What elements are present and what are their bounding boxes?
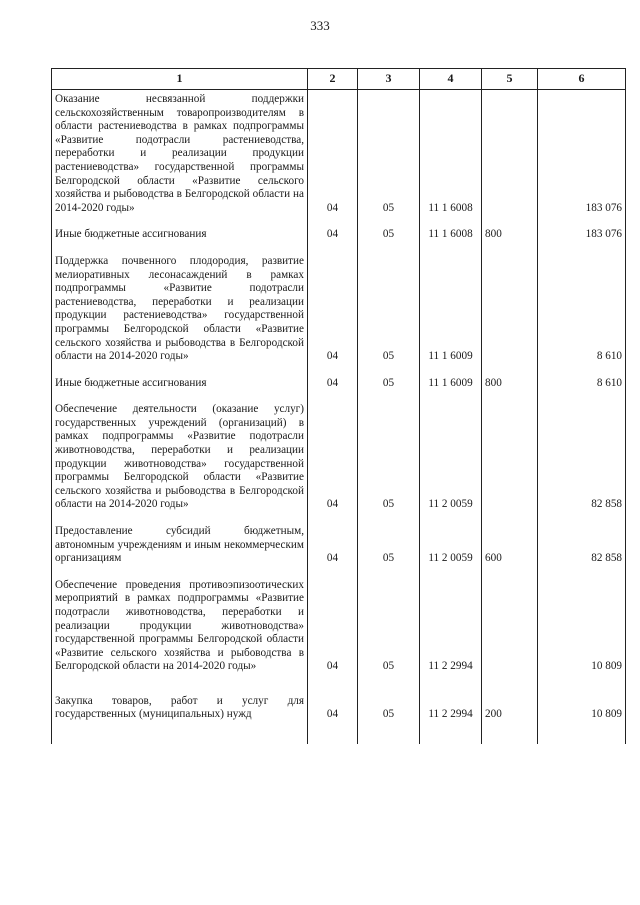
- row-pr: 05: [358, 400, 420, 514]
- row-csr: 11 1 6009: [420, 374, 482, 393]
- row-vr: 600: [482, 522, 538, 568]
- row-vr: 800: [482, 374, 538, 393]
- table-row: [52, 522, 626, 568]
- row-rz: 04: [308, 225, 358, 244]
- row-description: Иные бюджетные ассигнования: [52, 374, 308, 393]
- row-description: Предоставление субсидий бюджетным, автономным учреждениям и иным некоммерческим организациям: [52, 522, 308, 568]
- row-csr: 11 1 6008: [420, 90, 482, 218]
- row-pr: 05: [358, 374, 420, 393]
- table-row: [52, 225, 626, 244]
- page-number: 333: [310, 18, 330, 33]
- table-row: [52, 684, 626, 724]
- row-amount: 82 858: [538, 522, 626, 568]
- row-pr: 05: [358, 252, 420, 366]
- column-header-5: 5: [482, 69, 538, 90]
- row-amount: 10 809: [538, 576, 626, 676]
- row-vr: [482, 400, 538, 514]
- column-header-3: 3: [358, 69, 420, 90]
- row-pr: 05: [358, 684, 420, 724]
- row-description: Обеспечение проведения противоэпизоотических мероприятий в рамках подпрограммы «Развитие подотрасли животноводства, переработки и реализации продукции животноводства» государственной программы Белгородской области «Развитие сельского хозяйства и рыбоводства в Белгородской области на 2014-2020 годы»: [52, 576, 308, 676]
- row-rz: 04: [308, 576, 358, 676]
- row-amount: 183 076: [538, 225, 626, 244]
- row-vr: 200: [482, 684, 538, 724]
- row-description: Иные бюджетные ассигнования: [52, 225, 308, 244]
- row-amount: 10 809: [538, 684, 626, 724]
- table-row: [52, 374, 626, 393]
- row-csr: 11 2 2994: [420, 684, 482, 724]
- row-vr: [482, 252, 538, 366]
- row-vr: [482, 576, 538, 676]
- table-row: [52, 90, 626, 218]
- budget-table: [51, 68, 626, 744]
- row-rz: 04: [308, 522, 358, 568]
- row-csr: 11 2 0059: [420, 522, 482, 568]
- row-csr: 11 2 2994: [420, 576, 482, 676]
- row-vr: 800: [482, 225, 538, 244]
- row-rz: 04: [308, 684, 358, 724]
- row-rz: 04: [308, 374, 358, 393]
- row-amount: 183 076: [538, 90, 626, 218]
- table-row: [52, 252, 626, 366]
- column-header-2: 2: [308, 69, 358, 90]
- table-header: [52, 69, 626, 90]
- row-pr: 05: [358, 522, 420, 568]
- row-pr: 05: [358, 576, 420, 676]
- row-csr: 11 2 0059: [420, 400, 482, 514]
- row-csr: 11 1 6009: [420, 252, 482, 366]
- row-description: Закупка товаров, работ и услуг для государственных (муниципальных) нужд: [52, 684, 308, 724]
- column-header-1: 1: [52, 69, 308, 90]
- column-header-6: 6: [538, 69, 626, 90]
- column-header-4: 4: [420, 69, 482, 90]
- row-description: Оказание несвязанной поддержки сельскохозяйственным товаропроизводителям в области растениеводства в рамках подпрограммы «Развитие подотрасли растениеводства, переработки и реализации продукции растениеводства» государственной программы Белгородской области «Развитие сельского хозяйства и рыбоводства в Белгородской области на 2014-2020 годы»: [52, 90, 308, 218]
- row-amount: 8 610: [538, 374, 626, 393]
- row-csr: 11 1 6008: [420, 225, 482, 244]
- row-rz: 04: [308, 252, 358, 366]
- row-vr: [482, 90, 538, 218]
- table-row: [52, 576, 626, 676]
- row-amount: 8 610: [538, 252, 626, 366]
- row-amount: 82 858: [538, 400, 626, 514]
- row-pr: 05: [358, 225, 420, 244]
- row-pr: 05: [358, 90, 420, 218]
- row-rz: 04: [308, 90, 358, 218]
- row-rz: 04: [308, 400, 358, 514]
- row-description: Поддержка почвенного плодородия, развитие мелиоративных лесонасаждений в рамках подпрограммы «Развитие подотрасли растениеводства, переработки и реализации продукции растениеводства» государственной программы Белгородской области «Развитие сельского хозяйства и рыбоводства в Белгородской области на 2014-2020 годы»: [52, 252, 308, 366]
- table-row: [52, 400, 626, 514]
- row-description: Обеспечение деятельности (оказание услуг) государственных учреждений (организаций) в рамках подпрограммы «Развитие подотрасли животноводства, переработки и реализации продукции животноводства» государственной программы Белгородской области «Развитие сельского хозяйства и рыбоводства в Белгородской области на 2014-2020 годы»: [52, 400, 308, 514]
